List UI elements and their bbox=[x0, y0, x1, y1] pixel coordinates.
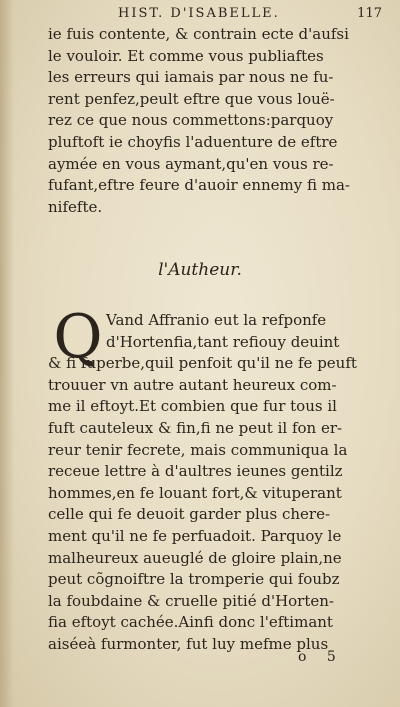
text-line: peut cõgnoiftre la tromperie qui foubz bbox=[48, 570, 340, 589]
text-line: nifefte. bbox=[48, 197, 103, 216]
text-line: pluftoft ie choyfis l'aduenture de eftre bbox=[48, 132, 338, 151]
text-line: ment qu'il ne fe perfuadoit. Parquoy le bbox=[48, 526, 342, 545]
text-line: ie fuis contente, & contrain ecte d'aufsi bbox=[48, 25, 349, 43]
text-line: & fi fuperbe,quil penfoit qu'il ne fe peuft bbox=[48, 354, 357, 373]
text-line: aymée en vous aymant,qu'en vous re- bbox=[48, 154, 334, 173]
text-line: les erreurs qui iamais par nous ne fu- bbox=[48, 68, 334, 87]
text-line: trouuer vn autre autant heureux com- bbox=[48, 375, 337, 394]
signature-mark: o 5 bbox=[298, 649, 344, 665]
text-line: receue lettre à d'aultres ieunes gentilz bbox=[48, 462, 343, 481]
text-line: rent penfez,peult eftre que vous louë- bbox=[48, 89, 335, 108]
paragraph-autheur bbox=[48, 302, 388, 656]
text-line: aiséeà furmonter, fut luy mefme plus bbox=[48, 634, 329, 653]
text-line: le vouloir. Et comme vous publiaftes bbox=[48, 46, 324, 65]
text-line: fia eftoyt cachée.Ainfi donc l'eftimant bbox=[48, 613, 333, 632]
text-line: Vand Affranio eut la refponfe bbox=[106, 311, 327, 329]
section-heading: l'Autheur. bbox=[158, 260, 242, 280]
text-line: rez ce que nous commettons:parquoy bbox=[48, 111, 334, 130]
page-gutter bbox=[0, 0, 14, 707]
drop-cap: Q bbox=[53, 302, 103, 372]
text-line: la foubdaine & cruelle pitié d'Horten- bbox=[48, 591, 334, 610]
text-line: celle qui fe deuoit garder plus chere- bbox=[48, 505, 331, 524]
text-line: me il eftoyt.Et combien que fur tous il bbox=[48, 397, 337, 416]
running-title: HIST. D'ISABELLE. bbox=[118, 6, 280, 21]
text-line: d'Hortenfia,tant refiouy deuint bbox=[106, 332, 340, 351]
page-number: 117 bbox=[357, 6, 382, 21]
text-line: hommes,en fe louant fort,& vituperant bbox=[48, 483, 342, 502]
text-line: fuft cauteleux & fin,fi ne peut il fon er- bbox=[48, 418, 343, 437]
text-line: fufant,eftre feure d'auoir ennemy fi ma- bbox=[48, 176, 350, 195]
text-line: reur tenir fecrete, mais communiqua la bbox=[48, 440, 348, 459]
paragraph-letter-end bbox=[48, 24, 388, 218]
running-head bbox=[118, 6, 388, 26]
text-line: malheureux aueuglé de gloire plain,ne bbox=[48, 548, 342, 567]
